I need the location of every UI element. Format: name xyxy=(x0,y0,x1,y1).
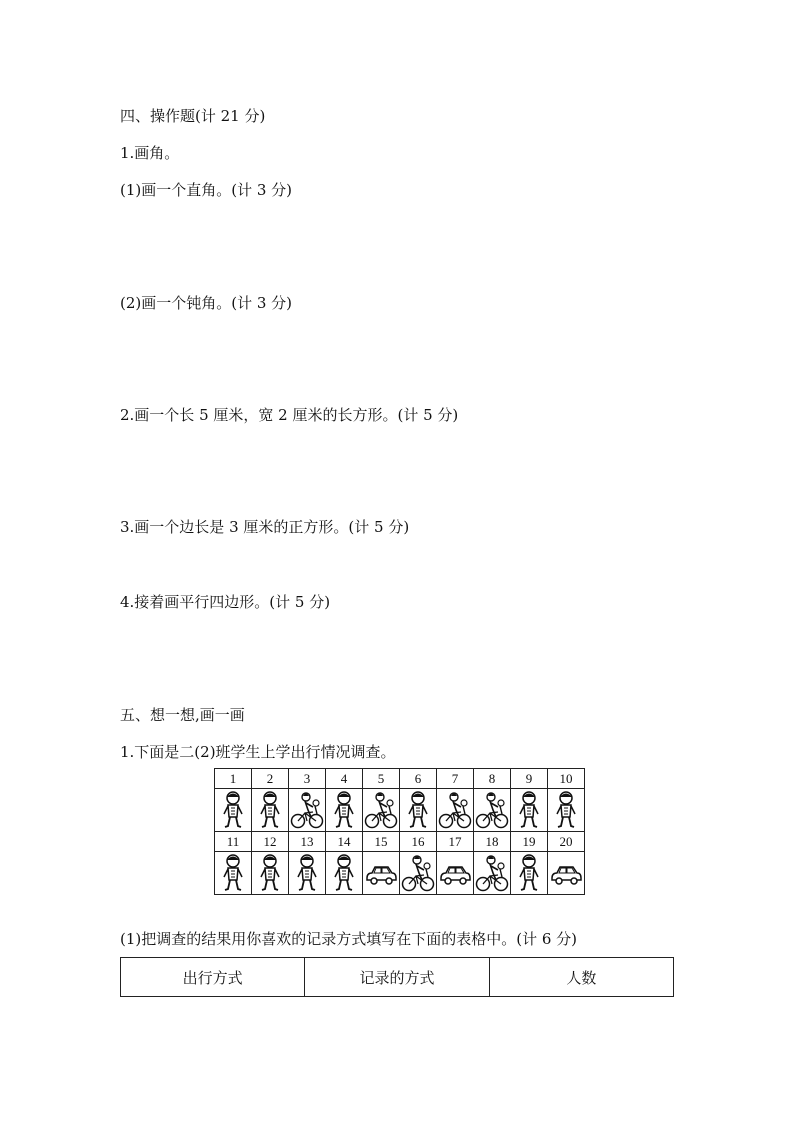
travel-mode-cell xyxy=(474,852,511,895)
travel-mode-cell xyxy=(326,789,363,832)
travel-mode-cell xyxy=(215,852,252,895)
travel-mode-cell xyxy=(252,852,289,895)
student-number-cell: 2 xyxy=(252,769,289,789)
student-number-cell: 3 xyxy=(289,769,326,789)
travel-mode-cell xyxy=(511,852,548,895)
student-number-cell: 8 xyxy=(474,769,511,789)
student-number-cell: 9 xyxy=(511,769,548,789)
student-number-cell: 4 xyxy=(326,769,363,789)
question-3: 3.画一个边长是 3 厘米的正方形。(计 5 分) xyxy=(120,518,410,536)
student-number-cell: 12 xyxy=(252,832,289,852)
walk-icon xyxy=(511,789,547,831)
student-number-cell: 14 xyxy=(326,832,363,852)
travel-mode-cell xyxy=(289,789,326,832)
record-table-header-row xyxy=(121,958,674,997)
survey-picture-row xyxy=(215,852,585,895)
travel-mode-cell xyxy=(400,852,437,895)
question-1: 1.画角。 xyxy=(120,144,180,162)
travel-mode-cell xyxy=(363,789,400,832)
walk-icon xyxy=(548,789,584,831)
travel-mode-cell xyxy=(363,852,400,895)
record-table xyxy=(120,957,674,997)
walk-icon xyxy=(215,789,251,831)
travel-mode-cell xyxy=(215,789,252,832)
walk-icon xyxy=(326,789,362,831)
travel-mode-cell xyxy=(437,789,474,832)
student-number-cell: 17 xyxy=(437,832,474,852)
travel-mode-cell xyxy=(252,789,289,832)
travel-mode-cell xyxy=(400,789,437,832)
bike-icon xyxy=(474,789,510,831)
bike-icon xyxy=(437,789,473,831)
student-number-cell: 15 xyxy=(363,832,400,852)
travel-mode-cell xyxy=(548,852,585,895)
bike-icon xyxy=(289,789,325,831)
student-number-cell: 6 xyxy=(400,769,437,789)
header-record-method: 记录的方式 xyxy=(305,958,489,997)
walk-icon xyxy=(326,852,362,894)
student-number-cell: 16 xyxy=(400,832,437,852)
bike-icon xyxy=(474,852,510,894)
travel-mode-cell xyxy=(289,852,326,895)
student-number-cell: 18 xyxy=(474,832,511,852)
question-1-2: (2)画一个钝角。(计 3 分) xyxy=(120,294,293,312)
bike-icon xyxy=(400,852,436,894)
section4-title: 四、操作题(计 21 分) xyxy=(120,107,266,125)
student-number-cell: 20 xyxy=(548,832,585,852)
walk-icon xyxy=(289,852,325,894)
section5-question-1-1: (1)把调查的结果用你喜欢的记录方式填写在下面的表格中。(计 6 分) xyxy=(120,930,578,948)
walk-icon xyxy=(252,852,288,894)
walk-icon xyxy=(511,852,547,894)
section5-question-1: 1.下面是二(2)班学生上学出行情况调查。 xyxy=(120,743,396,761)
survey-number-row xyxy=(215,769,585,789)
survey-number-row xyxy=(215,832,585,852)
survey-picture-row xyxy=(215,789,585,832)
question-1-1: (1)画一个直角。(计 3 分) xyxy=(120,181,293,199)
student-number-cell: 5 xyxy=(363,769,400,789)
header-count: 人数 xyxy=(489,958,673,997)
travel-mode-cell xyxy=(548,789,585,832)
travel-mode-cell xyxy=(511,789,548,832)
question-2: 2.画一个长 5 厘米，宽 2 厘米的长方形。(计 5 分) xyxy=(120,406,459,424)
student-number-cell: 19 xyxy=(511,832,548,852)
section5-title: 五、想一想,画一画 xyxy=(120,706,245,724)
walk-icon xyxy=(215,852,251,894)
travel-mode-cell xyxy=(437,852,474,895)
student-number-cell: 10 xyxy=(548,769,585,789)
student-number-cell: 7 xyxy=(437,769,474,789)
student-number-cell: 13 xyxy=(289,832,326,852)
bike-icon xyxy=(363,789,399,831)
walk-icon xyxy=(252,789,288,831)
travel-mode-cell xyxy=(326,852,363,895)
car-icon xyxy=(548,852,584,894)
travel-mode-cell xyxy=(474,789,511,832)
student-number-cell: 11 xyxy=(215,832,252,852)
car-icon xyxy=(437,852,473,894)
car-icon xyxy=(363,852,399,894)
header-travel-mode: 出行方式 xyxy=(121,958,305,997)
question-4: 4.接着画平行四边形。(计 5 分) xyxy=(120,593,331,611)
walk-icon xyxy=(400,789,436,831)
student-number-cell: 1 xyxy=(215,769,252,789)
survey-table xyxy=(214,768,585,895)
